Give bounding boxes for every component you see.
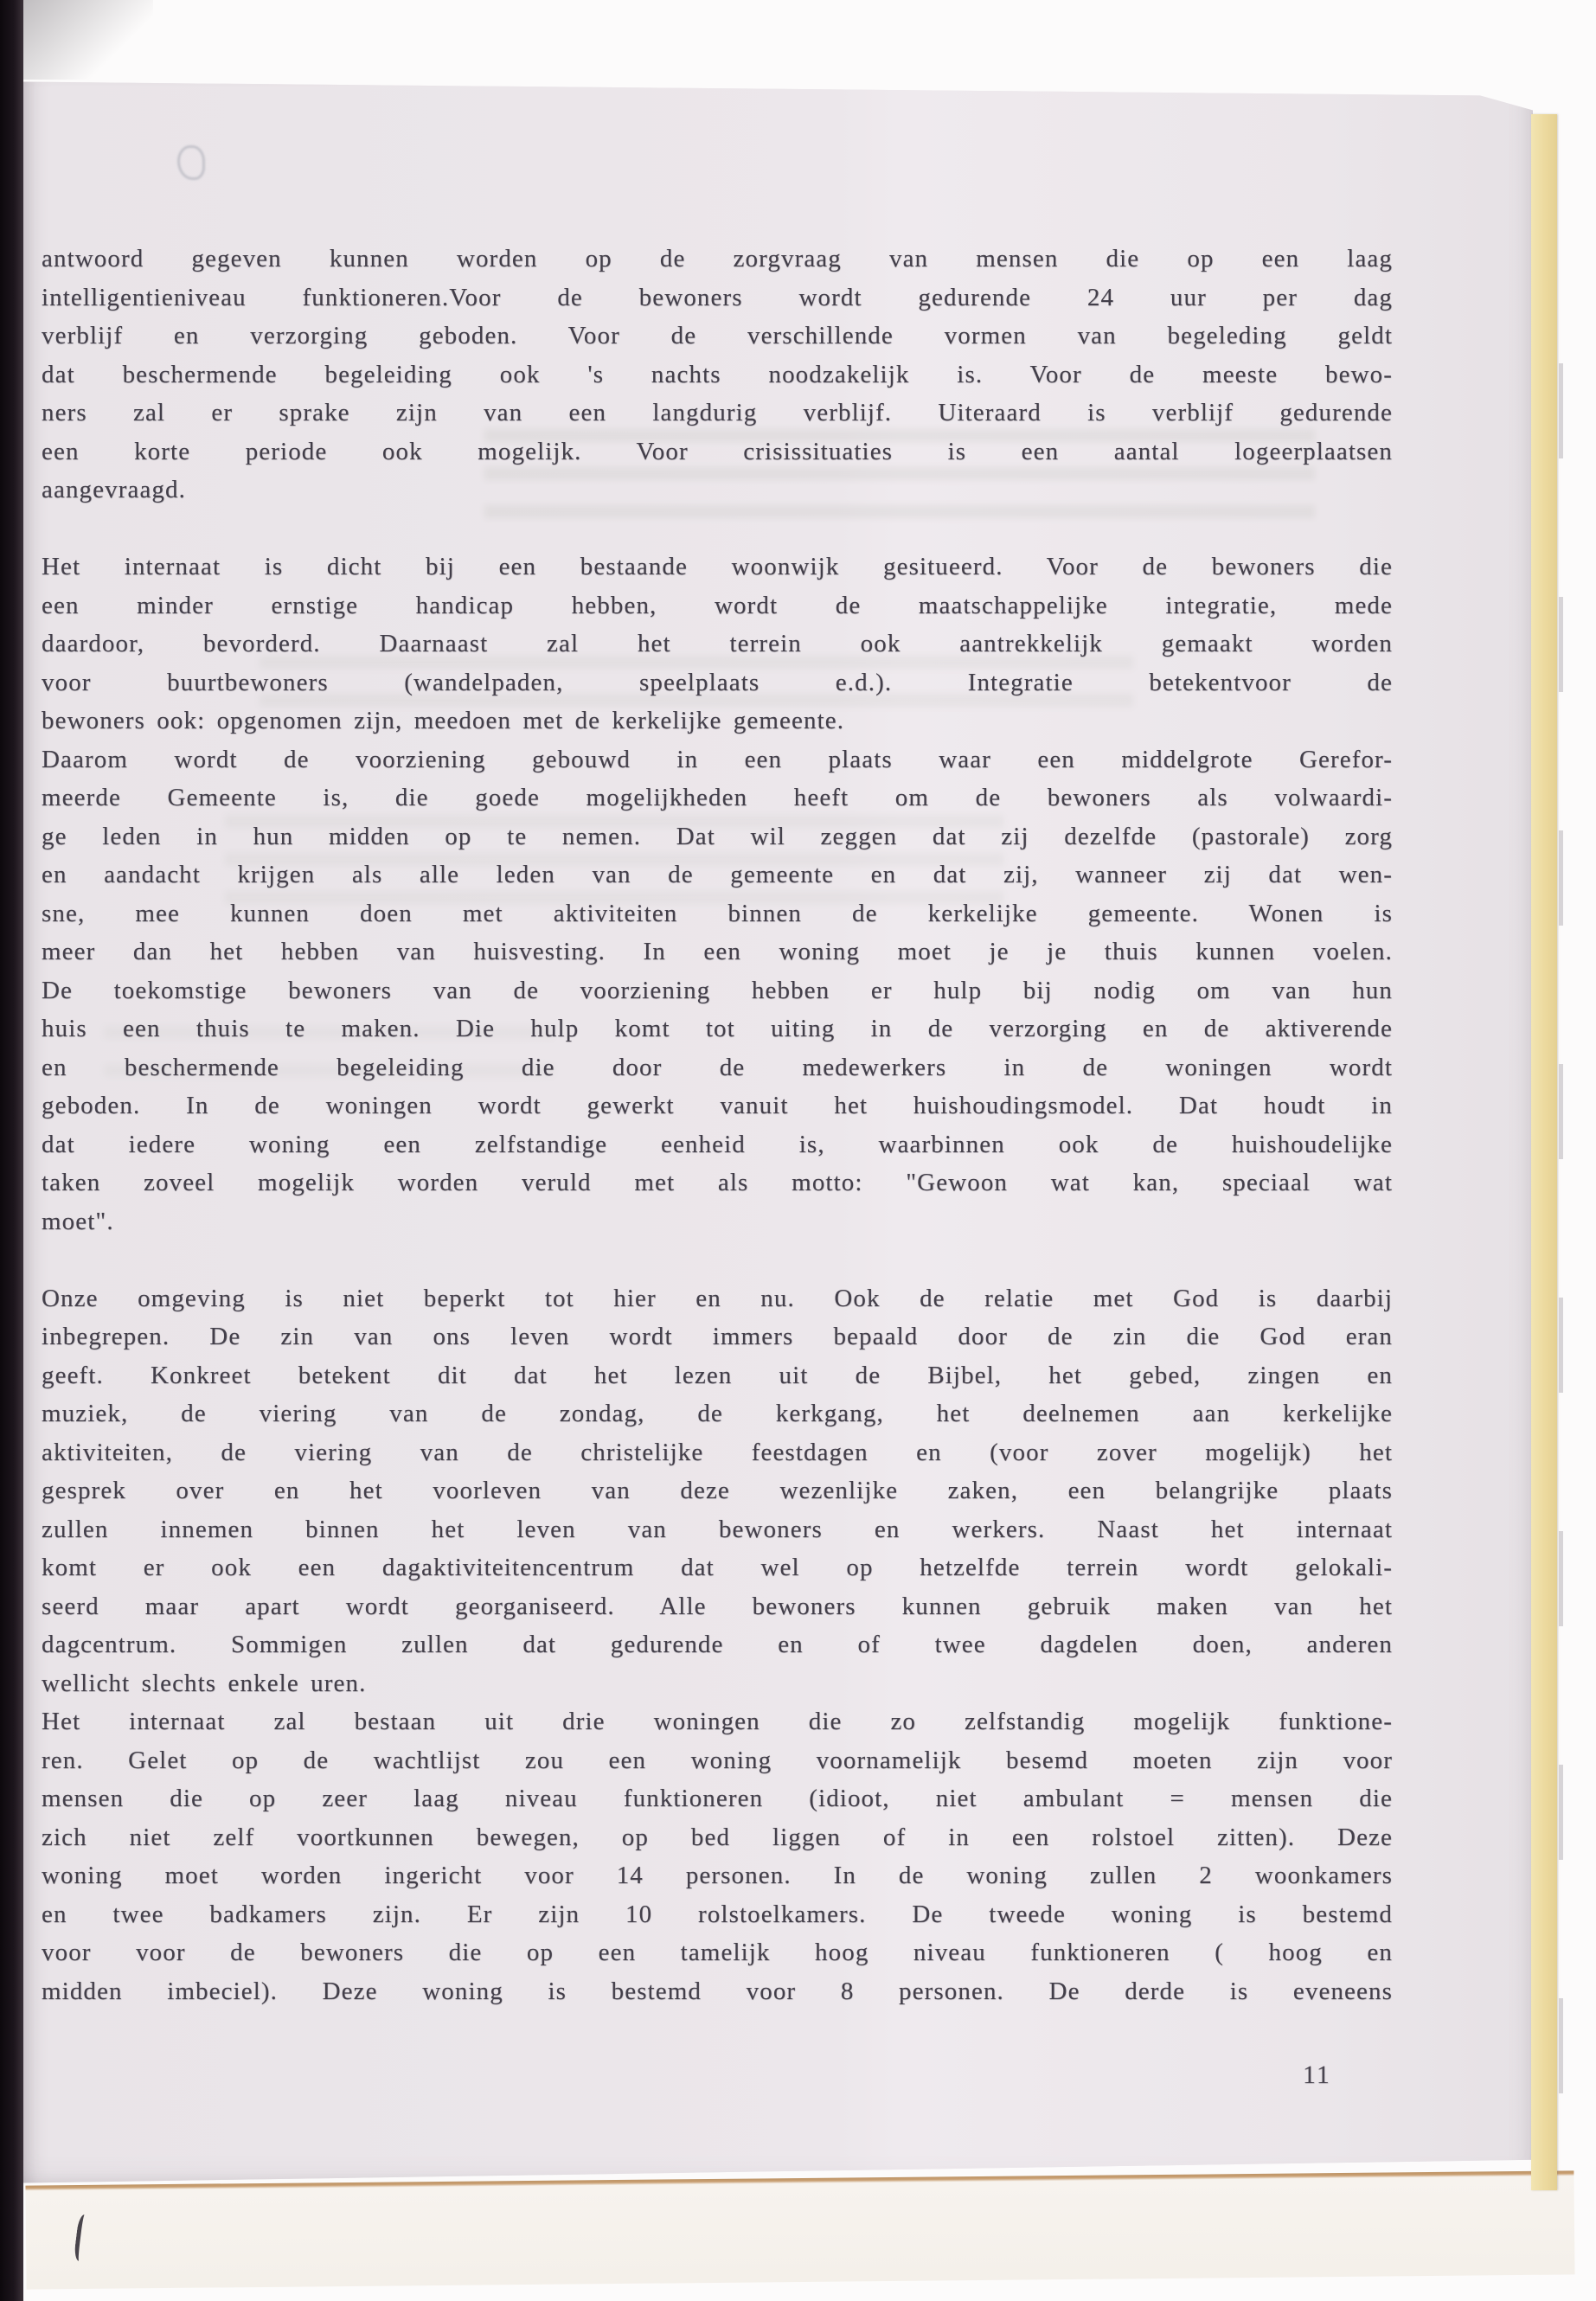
text-line: moet". xyxy=(42,1207,114,1235)
text-line: bewoners ook: opgenomen zijn, meedoen met de kerkelijke gemeente. xyxy=(42,707,845,734)
scan-smudge xyxy=(23,0,153,80)
text-line: Onze omgeving is niet beperkt tot hier en nu. Ook de relatie met God is daarbij xyxy=(42,1284,1393,1312)
text-line: daardoor, bevorderd. Daarnaast zal het terrein ook aantrekkelijk gemaakt worden xyxy=(42,630,1393,657)
text-line: midden imbeciel). Deze woning is bestemd voor 8 personen. De derde is eveneens xyxy=(42,1977,1393,2005)
text-line: een korte periode ook mogelijk. Voor crisissituaties is een aantal logeerplaatsen xyxy=(42,437,1393,465)
text-line: inbegrepen. De zin van ons leven wordt immers bepaald door de zin die God eran xyxy=(42,1323,1393,1350)
text-line: gesprek over en het voorleven van deze wezenlijke zaken, een belangrijke plaats xyxy=(42,1477,1393,1504)
faint-pencil-mark xyxy=(177,145,205,180)
text-line: geboden. In de woningen wordt gewerkt vanuit het huishoudingsmodel. Dat houdt in xyxy=(42,1092,1393,1119)
text-line: dagcentrum. Sommigen zullen dat gedurende en of twee dagdelen doen, anderen xyxy=(42,1631,1393,1658)
paragraph-block xyxy=(42,240,1393,510)
text-line: voor voor de bewoners die op een tamelijk hoog niveau funktioneren ( hoog en xyxy=(42,1939,1393,1966)
text-line: ge leden in hun midden op te nemen. Dat wil zeggen dat zij dezelfde (pastorale) zorg xyxy=(42,822,1393,850)
text-line: woning moet worden ingericht voor 14 personen. In de woning zullen 2 woonkamers xyxy=(42,1862,1393,1889)
text-line: komt er ook een dagaktiviteitencentrum dat wel op hetzelfde terrein wordt gelokali- xyxy=(42,1554,1393,1581)
paragraph-block xyxy=(42,548,1393,1240)
text-line: Het internaat is dicht bij een bestaande woonwijk gesitueerd. Voor de bewoners die xyxy=(42,553,1393,580)
text-line: ners zal er sprake zijn van een langdurig verblijf. Uiteraard is verblijf gedurende xyxy=(42,399,1393,426)
text-line: Het internaat zal bestaan uit drie woningen die zo zelfstandig mogelijk funktione- xyxy=(42,1708,1393,1735)
text-line: Daarom wordt de voorziening gebouwd in een plaats waar een middelgrote Gerefor- xyxy=(42,745,1393,773)
text-line: wellicht slechts enkele uren. xyxy=(42,1669,367,1697)
text-line: en beschermende begeleiding die door de medewerkers in de woningen wordt xyxy=(42,1053,1393,1081)
text-line: en aandacht krijgen als alle leden van de gemeente en dat zij, wanneer zij dat wen- xyxy=(42,861,1393,888)
page-number: 11 xyxy=(1303,2061,1331,2089)
text-line: taken zoveel mogelijk worden veruld met als motto: "Gewoon wat kan, speciaal wat xyxy=(42,1169,1393,1196)
text-line: huis een thuis te maken. Die hulp komt tot uiting in de verzorging en de aktiverende xyxy=(42,1015,1393,1042)
text-line: sne, mee kunnen doen met aktiviteiten binnen de kerkelijke gemeente. Wonen is xyxy=(42,899,1393,927)
text-line: en twee badkamers zijn. Er zijn 10 rolstoelkamers. De tweede woning is bestemd xyxy=(42,1900,1393,1928)
text-line: dat iedere woning een zelfstandige eenheid is, waarbinnen ook de huishoudelijke xyxy=(42,1130,1393,1158)
text-line: seerd maar apart wordt georganiseerd. Alle bewoners kunnen gebruik maken van het xyxy=(42,1592,1393,1620)
text-line: meerde Gemeente is, die goede mogelijkheden heeft om de bewoners als volwaardi- xyxy=(42,784,1393,811)
text-line: een minder ernstige handicap hebben, wordt de maatschappelijke integratie, mede xyxy=(42,591,1393,619)
book-fore-edge-strip xyxy=(1531,114,1557,2190)
text-line: geeft. Konkreet betekent dit dat het lezen uit de Bijbel, het gebed, zingen en xyxy=(42,1361,1393,1389)
text-line: verblijf en verzorging geboden. Voor de verschillende vormen van begeleding geldt xyxy=(42,322,1393,349)
text-line: zich niet zelf voortkunnen bewegen, op bed liggen of in een rolstoel zitten). Deze xyxy=(42,1823,1393,1851)
text-line: dat beschermende begeleiding ook 's nachts noodzakelijk is. Voor de meeste bewo- xyxy=(42,360,1393,388)
text-line: ren. Gelet op de wachtlijst zou een woning voornamelijk besemd moeten zijn voor xyxy=(42,1746,1393,1774)
text-line: antwoord gegeven kunnen worden op de zorgvraag van mensen die op een laag xyxy=(42,245,1393,272)
text-line: meer dan het hebben van huisvesting. In een woning moet je je thuis kunnen voelen. xyxy=(42,938,1393,965)
book-spine-shadow xyxy=(0,0,23,2301)
text-line: De toekomstige bewoners van de voorziening hebben er hulp bij nodig om van hun xyxy=(42,976,1393,1004)
text-line: muziek, de viering van de zondag, de kerkgang, het deelnemen aan kerkelijke xyxy=(42,1400,1393,1427)
text-line: mensen die op zeer laag niveau funktioneren (idioot, niet ambulant = mensen die xyxy=(42,1785,1393,1812)
text-line: voor buurtbewoners (wandelpaden, speelplaats e.d.). Integratie betekentvoor de xyxy=(42,668,1393,696)
under-page-edge xyxy=(25,2170,1574,2289)
page-text xyxy=(42,240,1393,2010)
page-edge-marks xyxy=(1559,363,1563,2189)
paragraph-block xyxy=(42,1279,1393,2011)
text-line: aangevraagd. xyxy=(42,476,186,503)
text-line: aktiviteiten, de viering van de christelijke feestdagen en (voor zover mogelijk) het xyxy=(42,1438,1393,1466)
text-line: intelligentieniveau funktioneren.Voor de bewoners wordt gedurende 24 uur per dag xyxy=(42,283,1393,311)
text-line: zullen innemen binnen het leven van bewoners en werkers. Naast het internaat xyxy=(42,1515,1393,1543)
